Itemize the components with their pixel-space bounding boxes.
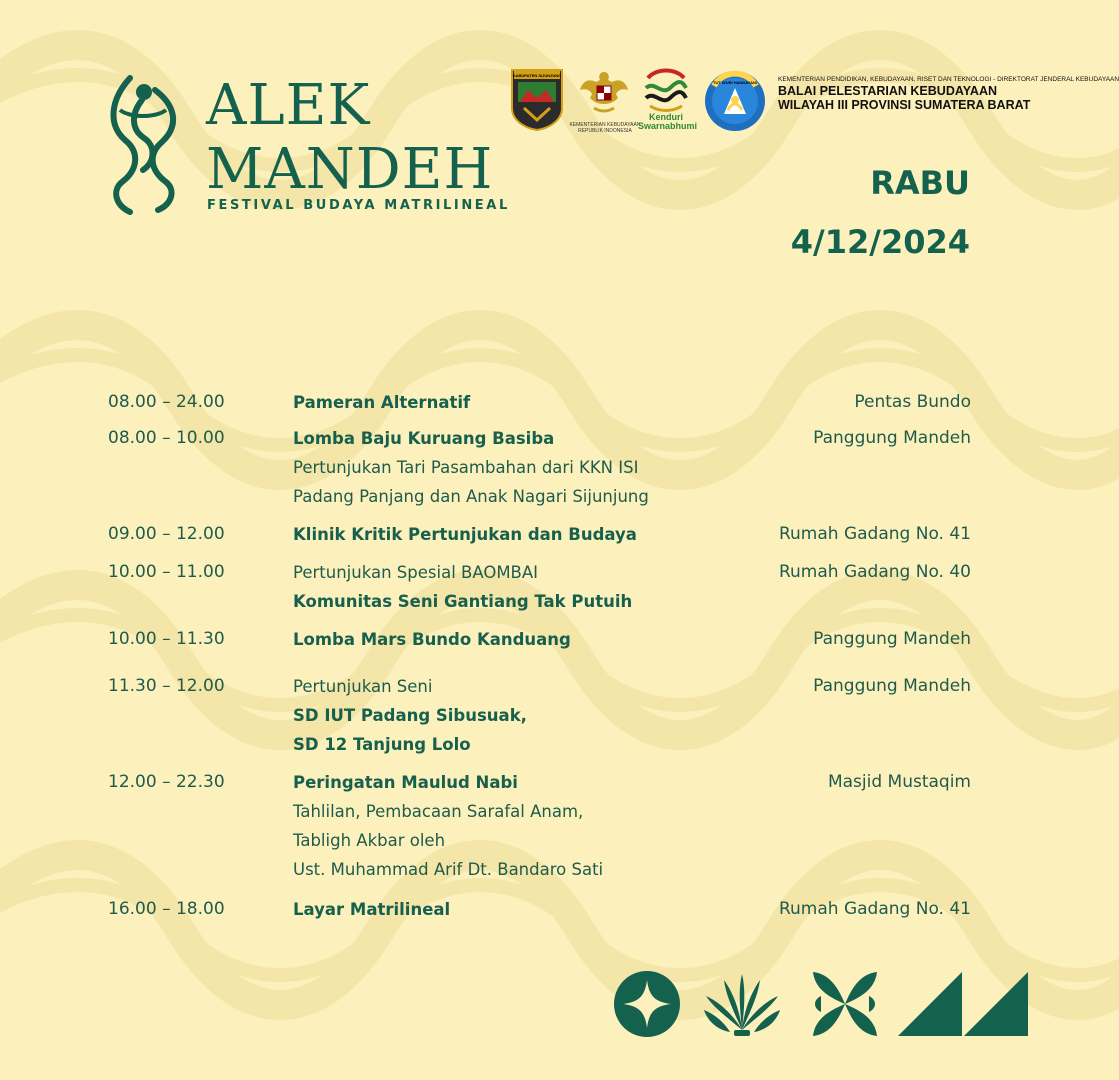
schedule-venue: Masjid Mustaqim [827,772,971,792]
schedule-time: 10.00 – 11.00 [108,562,225,582]
kementerian-caption-line1: KEMENTERIAN KEBUDAYAAN [569,122,641,128]
schedule-venue: Panggung Mandeh [813,676,971,696]
schedule-event [293,625,753,654]
event-detail: Pertunjukan Spesial BAOMBAI [293,563,539,582]
schedule-venue: Panggung Mandeh [813,428,971,448]
schedule-event [293,672,753,759]
event-title: Peringatan Maulud Nabi [293,773,518,792]
schedule-time: 16.00 – 18.00 [108,899,225,919]
kenduri-label-line1: Kenduri [648,112,683,122]
schedule-time: 12.00 – 22.30 [108,772,225,792]
schedule-event [293,558,753,616]
event-detail: Ust. Muhammad Arif Dt. Bandaro Sati [293,860,604,879]
kabupaten-sijunjung-crest [510,68,564,132]
event-title: SD IUT Padang Sibusuak, [293,706,527,725]
kenduri-label-line2: Swarnabhumi [638,121,698,131]
schedule-venue: Pentas Bundo [854,392,971,412]
organizer-name-line1: BALAI PELESTARIAN KEBUDAYAAN [778,84,998,98]
schedule-venue: Panggung Mandeh [813,629,971,649]
event-day: RABU [870,164,970,202]
dancing-figures-emblem [100,70,186,216]
brand-subtitle: FESTIVAL BUDAYA MATRILINEAL [207,198,510,213]
organizer-name-line2: WILAYAH III PROVINSI SUMATERA BARAT [778,98,1031,112]
star-circle-icon [613,970,681,1038]
schedule-event [293,424,753,511]
schedule-venue: Rumah Gadang No. 41 [778,524,971,544]
kementerian-caption [560,122,650,134]
event-detail: Tahlilan, Pembacaan Sarafal Anam, [293,802,584,821]
kementerian-caption-line2: REPUBLIK INDONESIA [578,128,632,134]
schedule-venue: Rumah Gadang No. 40 [778,562,971,582]
event-title: Lomba Mars Bundo Kanduang [293,630,571,649]
kenduri-label [638,112,698,131]
schedule-time: 10.00 – 11.30 [108,629,225,649]
tut-wuri-label: TUT WURI HANDAYANI [713,80,757,85]
event-detail: Pertunjukan Seni [293,677,433,696]
event-title: Layar Matrilineal [293,900,451,919]
double-triangle-icon [898,970,1028,1038]
event-detail: Tabligh Akbar oleh [293,831,446,850]
schedule-time: 11.30 – 12.00 [108,676,225,696]
organizer-ministry: KEMENTERIAN PENDIDIKAN, KEBUDAYAAN, RISET DAN TEKNOLOGI - DIREKTORAT JENDERAL KEBUDAYAAN [778,76,1119,83]
brand-title-line2: MANDEH [206,137,494,202]
event-date: 4/12/2024 [790,223,970,261]
schedule-event [293,895,753,924]
tut-wuri-handayani-logo [704,70,766,132]
event-title: Klinik Kritik Pertunjukan dan Budaya [293,525,637,544]
schedule-time: 09.00 – 12.00 [108,524,225,544]
event-detail: Pertunjukan Tari Pasambahan dari KKN ISI [293,458,639,477]
kenduri-swarnabhumi-logo [642,68,690,112]
schedule-venue: Rumah Gadang No. 41 [778,899,971,919]
event-title: Komunitas Seni Gantiang Tak Putuih [293,592,633,611]
brand-title-line1: ALEK [206,73,371,138]
schedule-time: 08.00 – 10.00 [108,428,225,448]
schedule-event [293,520,753,549]
shell-fan-icon [700,970,784,1038]
schedule-event [293,388,753,417]
garuda-emblem [578,68,630,120]
schedule-time: 08.00 – 24.00 [108,392,225,412]
event-title: Pameran Alternatif [293,393,471,412]
kabupaten-label: KABUPATEN SIJUNJUNG [512,73,562,78]
event-detail: Padang Panjang dan Anak Nagari Sijunjung [293,487,649,506]
event-title: SD 12 Tanjung Lolo [293,735,471,754]
brand-title [206,74,493,202]
event-title: Lomba Baju Kuruang Basiba [293,429,555,448]
four-petal-icon [811,970,879,1038]
organizer-block [778,76,1119,112]
schedule-event [293,768,753,884]
